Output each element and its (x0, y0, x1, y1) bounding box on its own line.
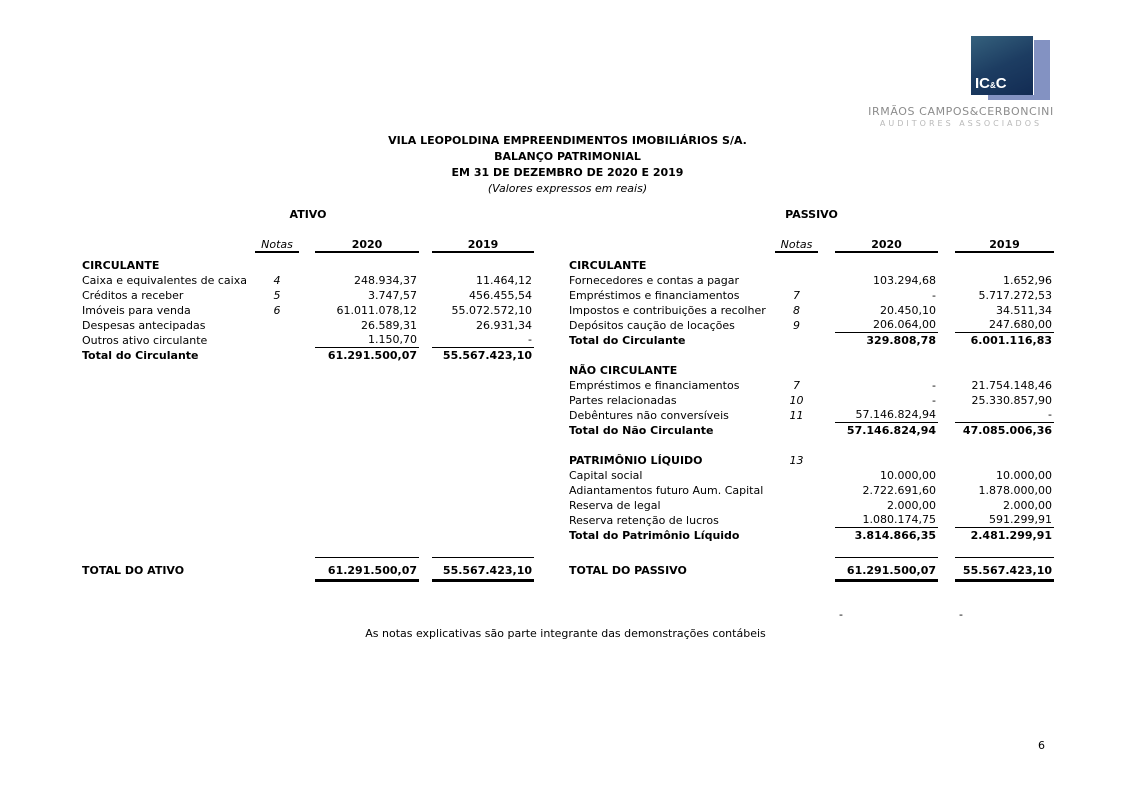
row-value-2020: 61.011.078,12 (336, 304, 417, 317)
page-number: 6 (1038, 739, 1045, 752)
row-nota: 9 (793, 319, 800, 332)
row-value-2019: 6.001.116,83 (970, 334, 1052, 347)
row-value-2020: 10.000,00 (880, 469, 936, 482)
spacer (818, 318, 835, 333)
row-label: Capital social (569, 469, 643, 482)
row-value-2019: 1.878.000,00 (978, 484, 1052, 497)
row-label: CIRCULANTE (82, 259, 160, 272)
spacer (419, 303, 432, 318)
column-header-2019: 2019 (955, 238, 1054, 253)
row-value-2020: 26.589,31 (361, 319, 417, 332)
table-row (569, 378, 1054, 393)
check-2019: - (959, 608, 963, 621)
row-value-2020 (835, 438, 938, 453)
spacer (818, 498, 835, 513)
passivo-header: PASSIVO (785, 208, 838, 221)
row-nota: 13 (789, 454, 804, 467)
row-nota: 10 (789, 394, 804, 407)
total-ativo-2020: 61.291.500,07 (315, 557, 419, 582)
table-row (82, 303, 534, 318)
row-label: NÃO CIRCULANTE (569, 364, 678, 377)
row-value-2020: 61.291.500,07 (327, 349, 417, 362)
check-row (569, 607, 1054, 622)
table-row (82, 333, 534, 348)
row-value-2019: 55.567.423,10 (442, 349, 532, 362)
spacer (818, 393, 835, 408)
spacer (818, 333, 835, 348)
row-nota: 4 (273, 274, 281, 287)
row-value-2019: 2.481.299,91 (970, 529, 1052, 542)
row-value-2019: 11.464,12 (476, 274, 532, 287)
table-row (569, 258, 1054, 273)
row-value-2019: 21.754.148,46 (971, 379, 1052, 392)
total-ativo-label: TOTAL DO ATIVO (82, 564, 185, 577)
spacer (818, 408, 835, 423)
row-value-2020: 57.146.824,94 (835, 408, 938, 423)
row-value-2020: - (932, 394, 936, 407)
row-label: Debêntures não conversíveis (569, 409, 729, 422)
spacer (938, 333, 955, 348)
row-label: Total do Circulante (569, 334, 686, 347)
logo-mark-icon (866, 30, 1056, 104)
row-value-2019 (432, 258, 534, 273)
ativo-header: ATIVO (289, 208, 327, 221)
table-row (569, 273, 1054, 288)
spacer (299, 273, 315, 288)
row-label: Adiantamentos futuro Aum. Capital (569, 484, 764, 497)
row-value-2019 (955, 363, 1054, 378)
row-value-2020: 1.080.174,75 (835, 513, 938, 528)
table-row (569, 393, 1054, 408)
table-row (569, 348, 1054, 363)
row-nota (775, 423, 818, 438)
table-row (569, 423, 1054, 438)
column-header-2019: 2019 (432, 238, 534, 253)
row-value-2019: 55.072.572,10 (451, 304, 532, 317)
row-value-2020: 3.814.866,35 (854, 529, 936, 542)
table-row (569, 408, 1054, 423)
row-nota (775, 498, 818, 513)
spacer (818, 348, 835, 363)
currency-note: (Valores expressos em reais) (487, 182, 648, 195)
spacer (938, 513, 955, 528)
row-label: Reserva retenção de lucros (569, 514, 719, 527)
row-value-2020: 248.934,37 (354, 274, 417, 287)
statement-name: BALANÇO PATRIMONIAL (494, 150, 641, 163)
row-value-2019: 10.000,00 (996, 469, 1052, 482)
table-row (569, 363, 1054, 378)
column-header-2020: 2020 (835, 238, 938, 253)
row-value-2019: 34.511,34 (996, 304, 1052, 317)
row-value-2020: 206.064,00 (835, 318, 938, 333)
row-label: Partes relacionadas (569, 394, 677, 407)
spacer (818, 423, 835, 438)
logo-front-square (971, 36, 1034, 95)
row-nota: 6 (273, 304, 281, 317)
spacer (938, 393, 955, 408)
table-row (569, 453, 1054, 468)
row-value-2020: 103.294,68 (873, 274, 936, 287)
row-nota (255, 258, 299, 273)
row-label: Imóveis para venda (82, 304, 191, 317)
spacer (938, 528, 955, 543)
row-value-2020: 1.150,70 (315, 333, 419, 348)
row-nota (775, 348, 818, 363)
row-nota (775, 528, 818, 543)
row-label: Empréstimos e financiamentos (569, 379, 740, 392)
row-label: Impostos e contribuições a recolher (569, 304, 766, 317)
row-value-2020: 329.808,78 (866, 334, 936, 347)
spacer (818, 363, 835, 378)
row-nota (775, 513, 818, 528)
row-value-2019: 26.931,34 (476, 319, 532, 332)
row-value-2019: 25.330.857,90 (971, 394, 1052, 407)
row-value-2019 (955, 438, 1054, 453)
row-nota (775, 468, 818, 483)
row-value-2020 (835, 348, 938, 363)
spacer (818, 288, 835, 303)
spacer (938, 483, 955, 498)
auditor-subtitle: AUDITORES ASSOCIADOS (879, 119, 1043, 128)
row-label: CIRCULANTE (569, 259, 647, 272)
table-row (82, 318, 534, 333)
row-label: PATRIMÔNIO LÍQUIDO (569, 454, 703, 467)
spacer (938, 438, 955, 453)
row-value-2020: 3.747,57 (368, 289, 417, 302)
table-row (569, 288, 1054, 303)
column-header-2020: 2020 (315, 238, 419, 253)
table-row (82, 273, 534, 288)
spacer (299, 318, 315, 333)
spacer (938, 348, 955, 363)
table-row (569, 498, 1054, 513)
spacer (938, 273, 955, 288)
row-nota (255, 348, 299, 363)
spacer (419, 333, 432, 348)
logo-monogram: IC&C (975, 75, 1007, 92)
spacer (299, 303, 315, 318)
row-label: Total do Circulante (82, 349, 199, 362)
row-value-2019: 591.299,91 (955, 513, 1054, 528)
table-row (82, 258, 534, 273)
total-passivo-label: TOTAL DO PASSIVO (569, 564, 687, 577)
spacer (419, 273, 432, 288)
spacer (818, 438, 835, 453)
document-title (12, 133, 1123, 197)
table-row (569, 528, 1054, 543)
row-value-2020: 2.000,00 (887, 499, 936, 512)
row-value-2020: 2.722.691,60 (862, 484, 936, 497)
row-value-2019 (955, 453, 1054, 468)
spacer (818, 378, 835, 393)
spacer (938, 453, 955, 468)
row-label: Outros ativo circulante (82, 334, 208, 347)
row-nota: 11 (789, 409, 804, 422)
table-row (569, 318, 1054, 333)
row-value-2019: 2.000,00 (1003, 499, 1052, 512)
row-label: Depósitos caução de locações (569, 319, 735, 332)
spacer (299, 258, 315, 273)
row-value-2020: 20.450,10 (880, 304, 936, 317)
spacer (938, 423, 955, 438)
row-label: Fornecedores e contas a pagar (569, 274, 740, 287)
total-ativo-2019: 55.567.423,10 (432, 557, 534, 582)
passivo-rows (569, 258, 1054, 543)
row-label: Total do Não Circulante (569, 424, 714, 437)
row-label: Caixa e equivalentes de caixa (82, 274, 247, 287)
row-value-2019: 1.652,96 (1003, 274, 1052, 287)
ativo-column-headers (82, 238, 534, 253)
row-value-2020 (835, 258, 938, 273)
total-passivo-2019: 55.567.423,10 (955, 557, 1054, 582)
row-nota (775, 438, 818, 453)
spacer (938, 288, 955, 303)
row-nota: 5 (273, 289, 281, 302)
spacer (938, 318, 955, 333)
row-value-2020: - (932, 289, 936, 302)
row-nota (775, 363, 818, 378)
row-value-2019: 456.455,54 (469, 289, 532, 302)
spacer (818, 468, 835, 483)
check-2020: - (839, 608, 843, 621)
row-nota (255, 318, 299, 333)
spacer (818, 528, 835, 543)
row-nota (255, 333, 299, 348)
row-value-2019: - (955, 408, 1054, 423)
total-passivo-2020: 61.291.500,07 (835, 557, 938, 582)
row-nota (775, 258, 818, 273)
row-nota: 8 (793, 304, 800, 317)
row-value-2020 (835, 453, 938, 468)
row-nota (775, 273, 818, 288)
spacer (938, 363, 955, 378)
spacer (299, 348, 315, 363)
ativo-rows (82, 258, 534, 363)
table-row (569, 438, 1054, 453)
row-nota (775, 333, 818, 348)
row-nota (775, 483, 818, 498)
passivo-table (569, 207, 1054, 543)
spacer (818, 483, 835, 498)
table-row (82, 288, 534, 303)
spacer (938, 408, 955, 423)
row-value-2019: - (432, 333, 534, 348)
row-label: Reserva de legal (569, 499, 661, 512)
table-row (569, 303, 1054, 318)
total-passivo-row (569, 557, 1054, 582)
row-value-2020 (835, 363, 938, 378)
auditor-name: IRMÃOS CAMPOS&CERBONCINI (868, 105, 1054, 118)
auditor-logo (866, 30, 1056, 128)
row-value-2019 (955, 258, 1054, 273)
table-row (569, 468, 1054, 483)
row-label: Despesas antecipadas (82, 319, 206, 332)
footer-note: As notas explicativas são parte integrante das demonstrações contábeis (365, 627, 766, 640)
table-row (569, 483, 1054, 498)
row-value-2019: 5.717.272,53 (978, 289, 1052, 302)
column-header-notas: Notas (775, 238, 818, 253)
spacer (938, 468, 955, 483)
spacer (818, 513, 835, 528)
passivo-column-headers (569, 238, 1054, 253)
spacer (419, 288, 432, 303)
spacer (818, 273, 835, 288)
row-label: Empréstimos e financiamentos (569, 289, 740, 302)
spacer (938, 258, 955, 273)
row-nota: 7 (793, 379, 800, 392)
row-label (569, 348, 775, 363)
table-row (569, 513, 1054, 528)
spacer (419, 348, 432, 363)
total-ativo-row (82, 557, 534, 582)
spacer (818, 303, 835, 318)
table-row (569, 333, 1054, 348)
spacer (938, 498, 955, 513)
row-value-2019 (955, 348, 1054, 363)
row-value-2020: - (932, 379, 936, 392)
spacer (818, 258, 835, 273)
row-nota: 7 (793, 289, 800, 302)
spacer (299, 333, 315, 348)
row-label (569, 438, 775, 453)
row-label: Créditos a receber (82, 289, 184, 302)
statement-date: EM 31 DE DEZEMBRO DE 2020 E 2019 (451, 166, 684, 179)
spacer (818, 453, 835, 468)
spacer (299, 288, 315, 303)
ativo-table (82, 207, 534, 363)
spacer (419, 258, 432, 273)
spacer (419, 318, 432, 333)
row-label: Total do Patrimônio Líquido (569, 529, 740, 542)
spacer (938, 303, 955, 318)
row-value-2020 (315, 258, 419, 273)
row-value-2019: 247.680,00 (955, 318, 1054, 333)
row-value-2020: 57.146.824,94 (846, 424, 936, 437)
table-row (82, 348, 534, 363)
column-header-notas: Notas (255, 238, 299, 253)
spacer (938, 378, 955, 393)
company-name: VILA LEOPOLDINA EMPREENDIMENTOS IMOBILIÁRIOS S/A. (388, 134, 747, 147)
row-value-2019: 47.085.006,36 (962, 424, 1052, 437)
